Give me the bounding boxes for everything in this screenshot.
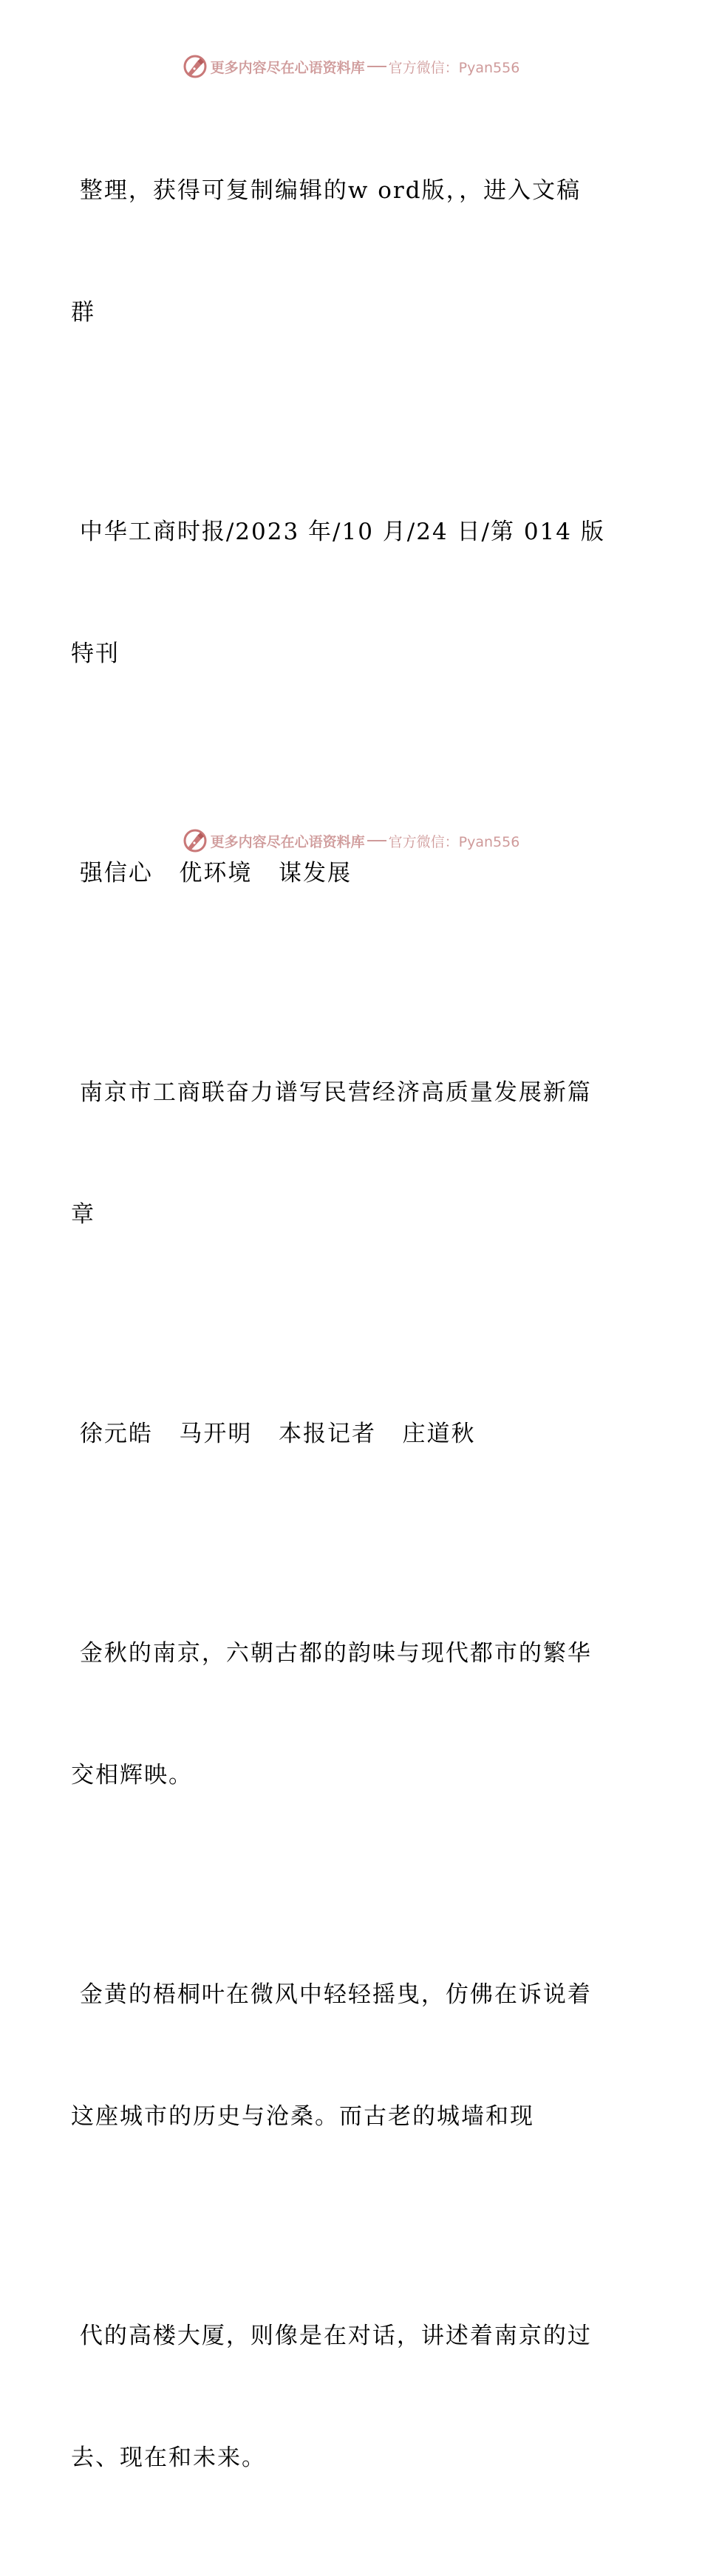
- text-line: 南京市工商联奋力谱写民营经济高质量发展新篇: [71, 1079, 592, 1106]
- pen-nib-circle-icon: [183, 828, 208, 853]
- watermark-main-text: 更多内容尽在心语资料库: [210, 59, 365, 76]
- paragraph-body-2: [71, 1893, 618, 2218]
- text-line: 去、现在和未来。: [71, 2445, 266, 2471]
- text-line: 强信心 优环境 谋发展: [71, 860, 352, 886]
- footer-watermark: [0, 826, 702, 855]
- document-body: [71, 89, 618, 2576]
- header-watermark: [0, 52, 702, 81]
- pen-nib-circle-icon: [183, 54, 208, 79]
- watermark-dash: [367, 840, 386, 841]
- text-line: 交相辉映。: [71, 1762, 193, 1788]
- paragraph-intro: [71, 89, 618, 414]
- paragraph-headline: [71, 772, 618, 975]
- watermark-dash: [367, 66, 386, 67]
- text-line: 这座城市的历史与沧桑。而古老的城墙和现: [71, 2103, 534, 2130]
- paragraph-body-1: [71, 1552, 618, 1877]
- paragraph-subheadline: [71, 991, 618, 1316]
- watermark-main-text: 更多内容尽在心语资料库: [210, 833, 365, 850]
- text-line: 代的高楼大厦，则像是在对话，讲述着南京的过: [71, 2323, 592, 2349]
- watermark-sub-text: 官方微信：Pyan556: [388, 59, 520, 76]
- text-line: 金黄的梧桐叶在微风中轻轻摇曳，仿佛在诉说着: [71, 1981, 592, 2008]
- text-line: 金秋的南京，六朝古都的韵味与现代都市的繁华: [71, 1640, 592, 1667]
- text-line: 中华工商时报/2023 年/10 月/24 日/第 014 版: [71, 519, 605, 545]
- paragraph-source: [71, 431, 618, 756]
- text-line: 特刊: [71, 640, 120, 667]
- text-line: 群: [71, 299, 95, 326]
- text-line: 章: [71, 1201, 95, 1228]
- paragraph-authors: [71, 1333, 618, 1536]
- text-line: 整理，获得可复制编辑的w ord版，，进入文稿: [71, 177, 582, 204]
- watermark-sub-text: 官方微信：Pyan556: [388, 833, 520, 850]
- paragraph-body-3: [71, 2235, 618, 2560]
- text-line: 徐元皓 马开明 本报记者 庄道秋: [71, 1421, 476, 1447]
